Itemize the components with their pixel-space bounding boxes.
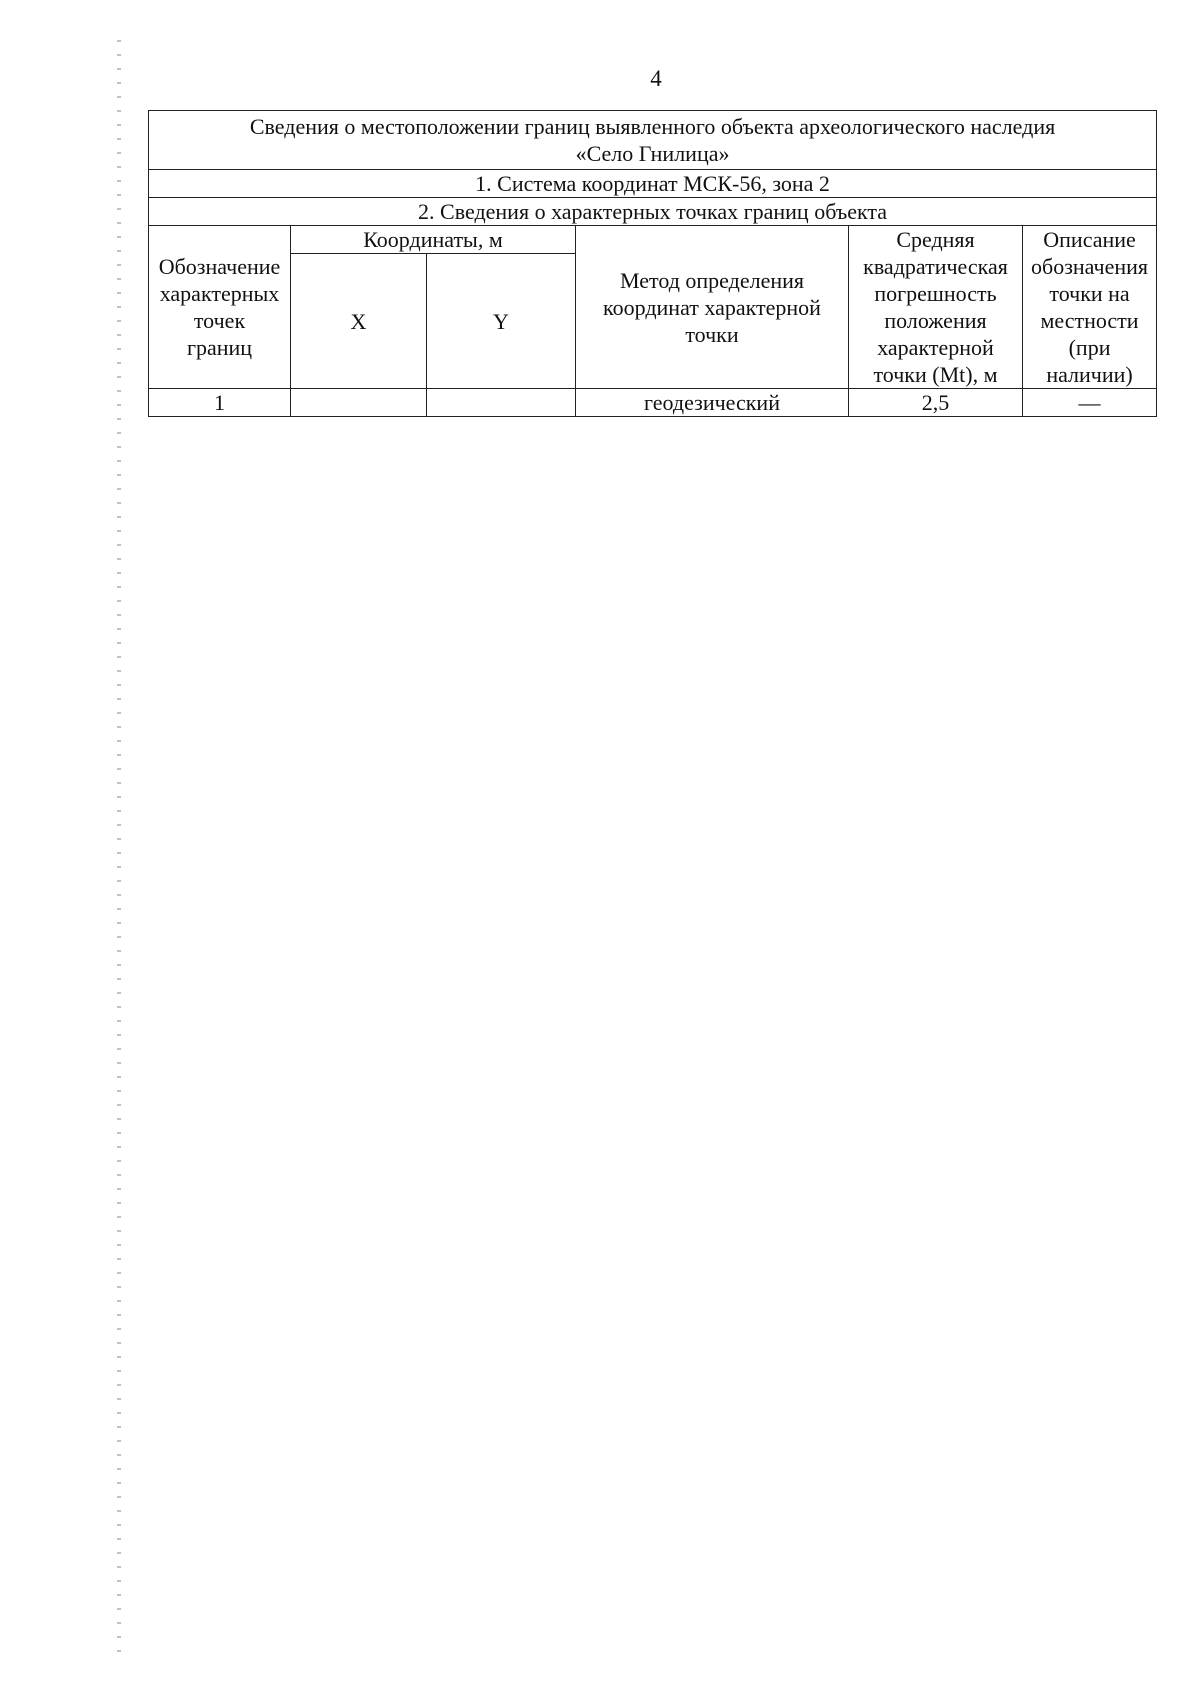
section-coordinate-system: 1. Система координат МСК-56, зона 2 <box>149 170 1157 198</box>
table-title <box>149 111 1157 170</box>
header-y: Y <box>427 254 576 389</box>
boundary-coordinates-table <box>148 110 1157 417</box>
header-point-description: Описание обозначения точки на местности (при наличии) <box>1023 226 1157 389</box>
cell-method: геодезический <box>576 389 849 417</box>
page-number: 4 <box>650 66 662 91</box>
header-x: X <box>291 254 427 389</box>
header-point-designation: Обозначение характерных точек границ <box>149 226 291 389</box>
cell-point: 1 <box>149 389 291 417</box>
table-row <box>149 389 1157 417</box>
binding-edge-marks <box>117 40 121 1660</box>
cell-x <box>291 389 427 417</box>
header-coordinates: Координаты, м <box>291 226 576 254</box>
table-title-line-2: «Село Гнилица» <box>575 141 730 166</box>
header-mean-square-error: Средняя квадратическая погрешность положения характерной точки (Mt), м <box>849 226 1023 389</box>
cell-y <box>427 389 576 417</box>
section-boundary-points: 2. Сведения о характерных точках границ объекта <box>149 198 1157 226</box>
cell-error: 2,5 <box>849 389 1023 417</box>
cell-description: — <box>1023 389 1157 417</box>
table-title-line-1: Сведения о местоположении границ выявленного объекта археологического наследия <box>249 114 1056 139</box>
header-method: Метод определения координат характерной точки <box>576 226 849 389</box>
